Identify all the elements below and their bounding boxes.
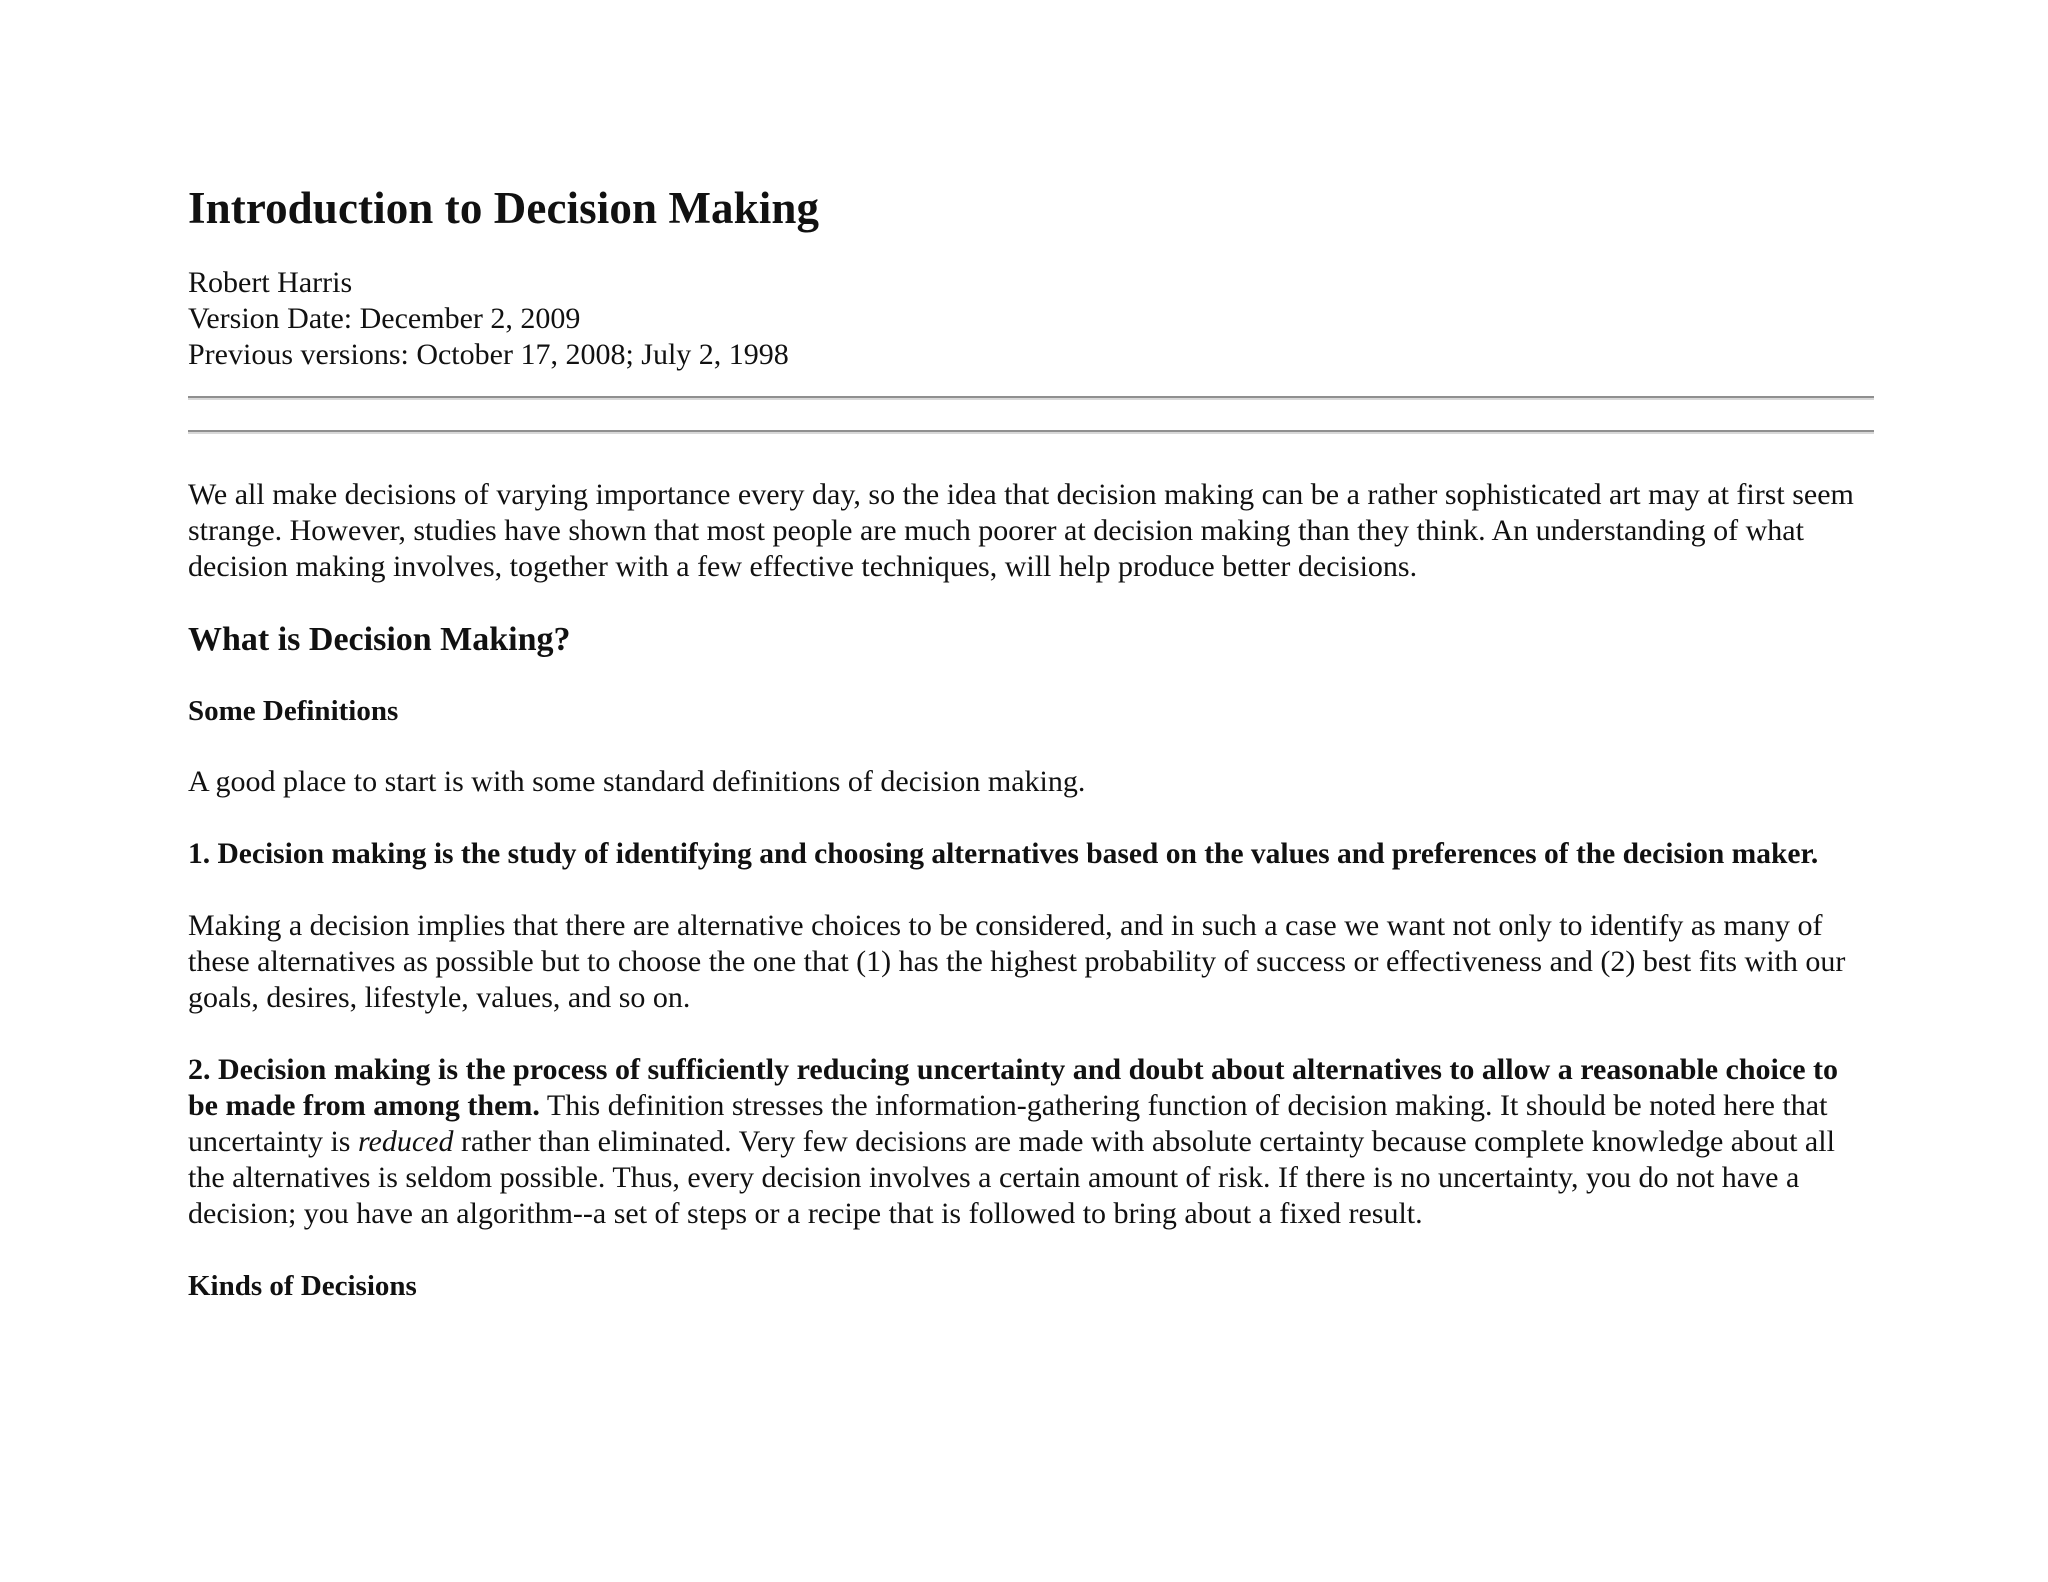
horizontal-rule bbox=[188, 430, 1874, 434]
page-title: Introduction to Decision Making bbox=[188, 183, 820, 233]
section-heading: What is Decision Making? bbox=[188, 621, 571, 658]
intro-paragraph: We all make decisions of varying importance every day, so the idea that decision making can be a rather sophisticated art may at first seem strange. However, studies have shown that most people are much poorer at decision making than they think. An understanding of what decision making involves, together with a few effective techniques, will help produce better decisions. bbox=[188, 478, 1854, 583]
definition-2-statement: 2. Decision making is the process of sufficiently reducing uncertainty and doubt about alternatives to allow a reasonable choice to be made from among them. bbox=[188, 1053, 1838, 1122]
horizontal-rule bbox=[188, 396, 1874, 400]
version-date: Version Date: December 2, 2009 bbox=[188, 302, 581, 335]
definition-1: 1. Decision making is the study of identifying and choosing alternatives based on the values and preferences of the decision maker. bbox=[188, 838, 1819, 870]
definition-1-explanation: Making a decision implies that there are alternative choices to be considered, and in such a case we want not only to identify as many of these alternatives as possible but to choose the one that (1) has the highest probability of success or effectiveness and (2) best fits with our goals, desires, lifestyle, values, and so on. bbox=[188, 909, 1846, 1014]
definition-2 bbox=[188, 1052, 1874, 1232]
author-name: Robert Harris bbox=[188, 266, 353, 299]
document-page bbox=[188, 183, 1874, 1304]
definition-2-text-a: This definition stresses the information-gathering function of decision making. It should be noted here that uncertainty is bbox=[188, 1089, 1828, 1158]
subsection-heading: Some Definitions bbox=[188, 695, 399, 727]
lead-paragraph: A good place to start is with some standard definitions of decision making. bbox=[188, 765, 1086, 798]
document-meta bbox=[188, 265, 1874, 373]
subsection-heading-kinds: Kinds of Decisions bbox=[188, 1270, 417, 1302]
previous-versions: Previous versions: October 17, 2008; July 2, 1998 bbox=[188, 338, 789, 371]
definition-2-italic: reduced bbox=[357, 1125, 454, 1158]
definition-2-text-b: rather than eliminated. Very few decisions are made with absolute certainty because complete knowledge about all the alternatives is seldom possible. Thus, every decision involves a certain amount of risk. If there is no uncertainty, you do not have a decision; you have an algorithm--a set of steps or a recipe that is followed to bring about a fixed result. bbox=[188, 1125, 1835, 1230]
